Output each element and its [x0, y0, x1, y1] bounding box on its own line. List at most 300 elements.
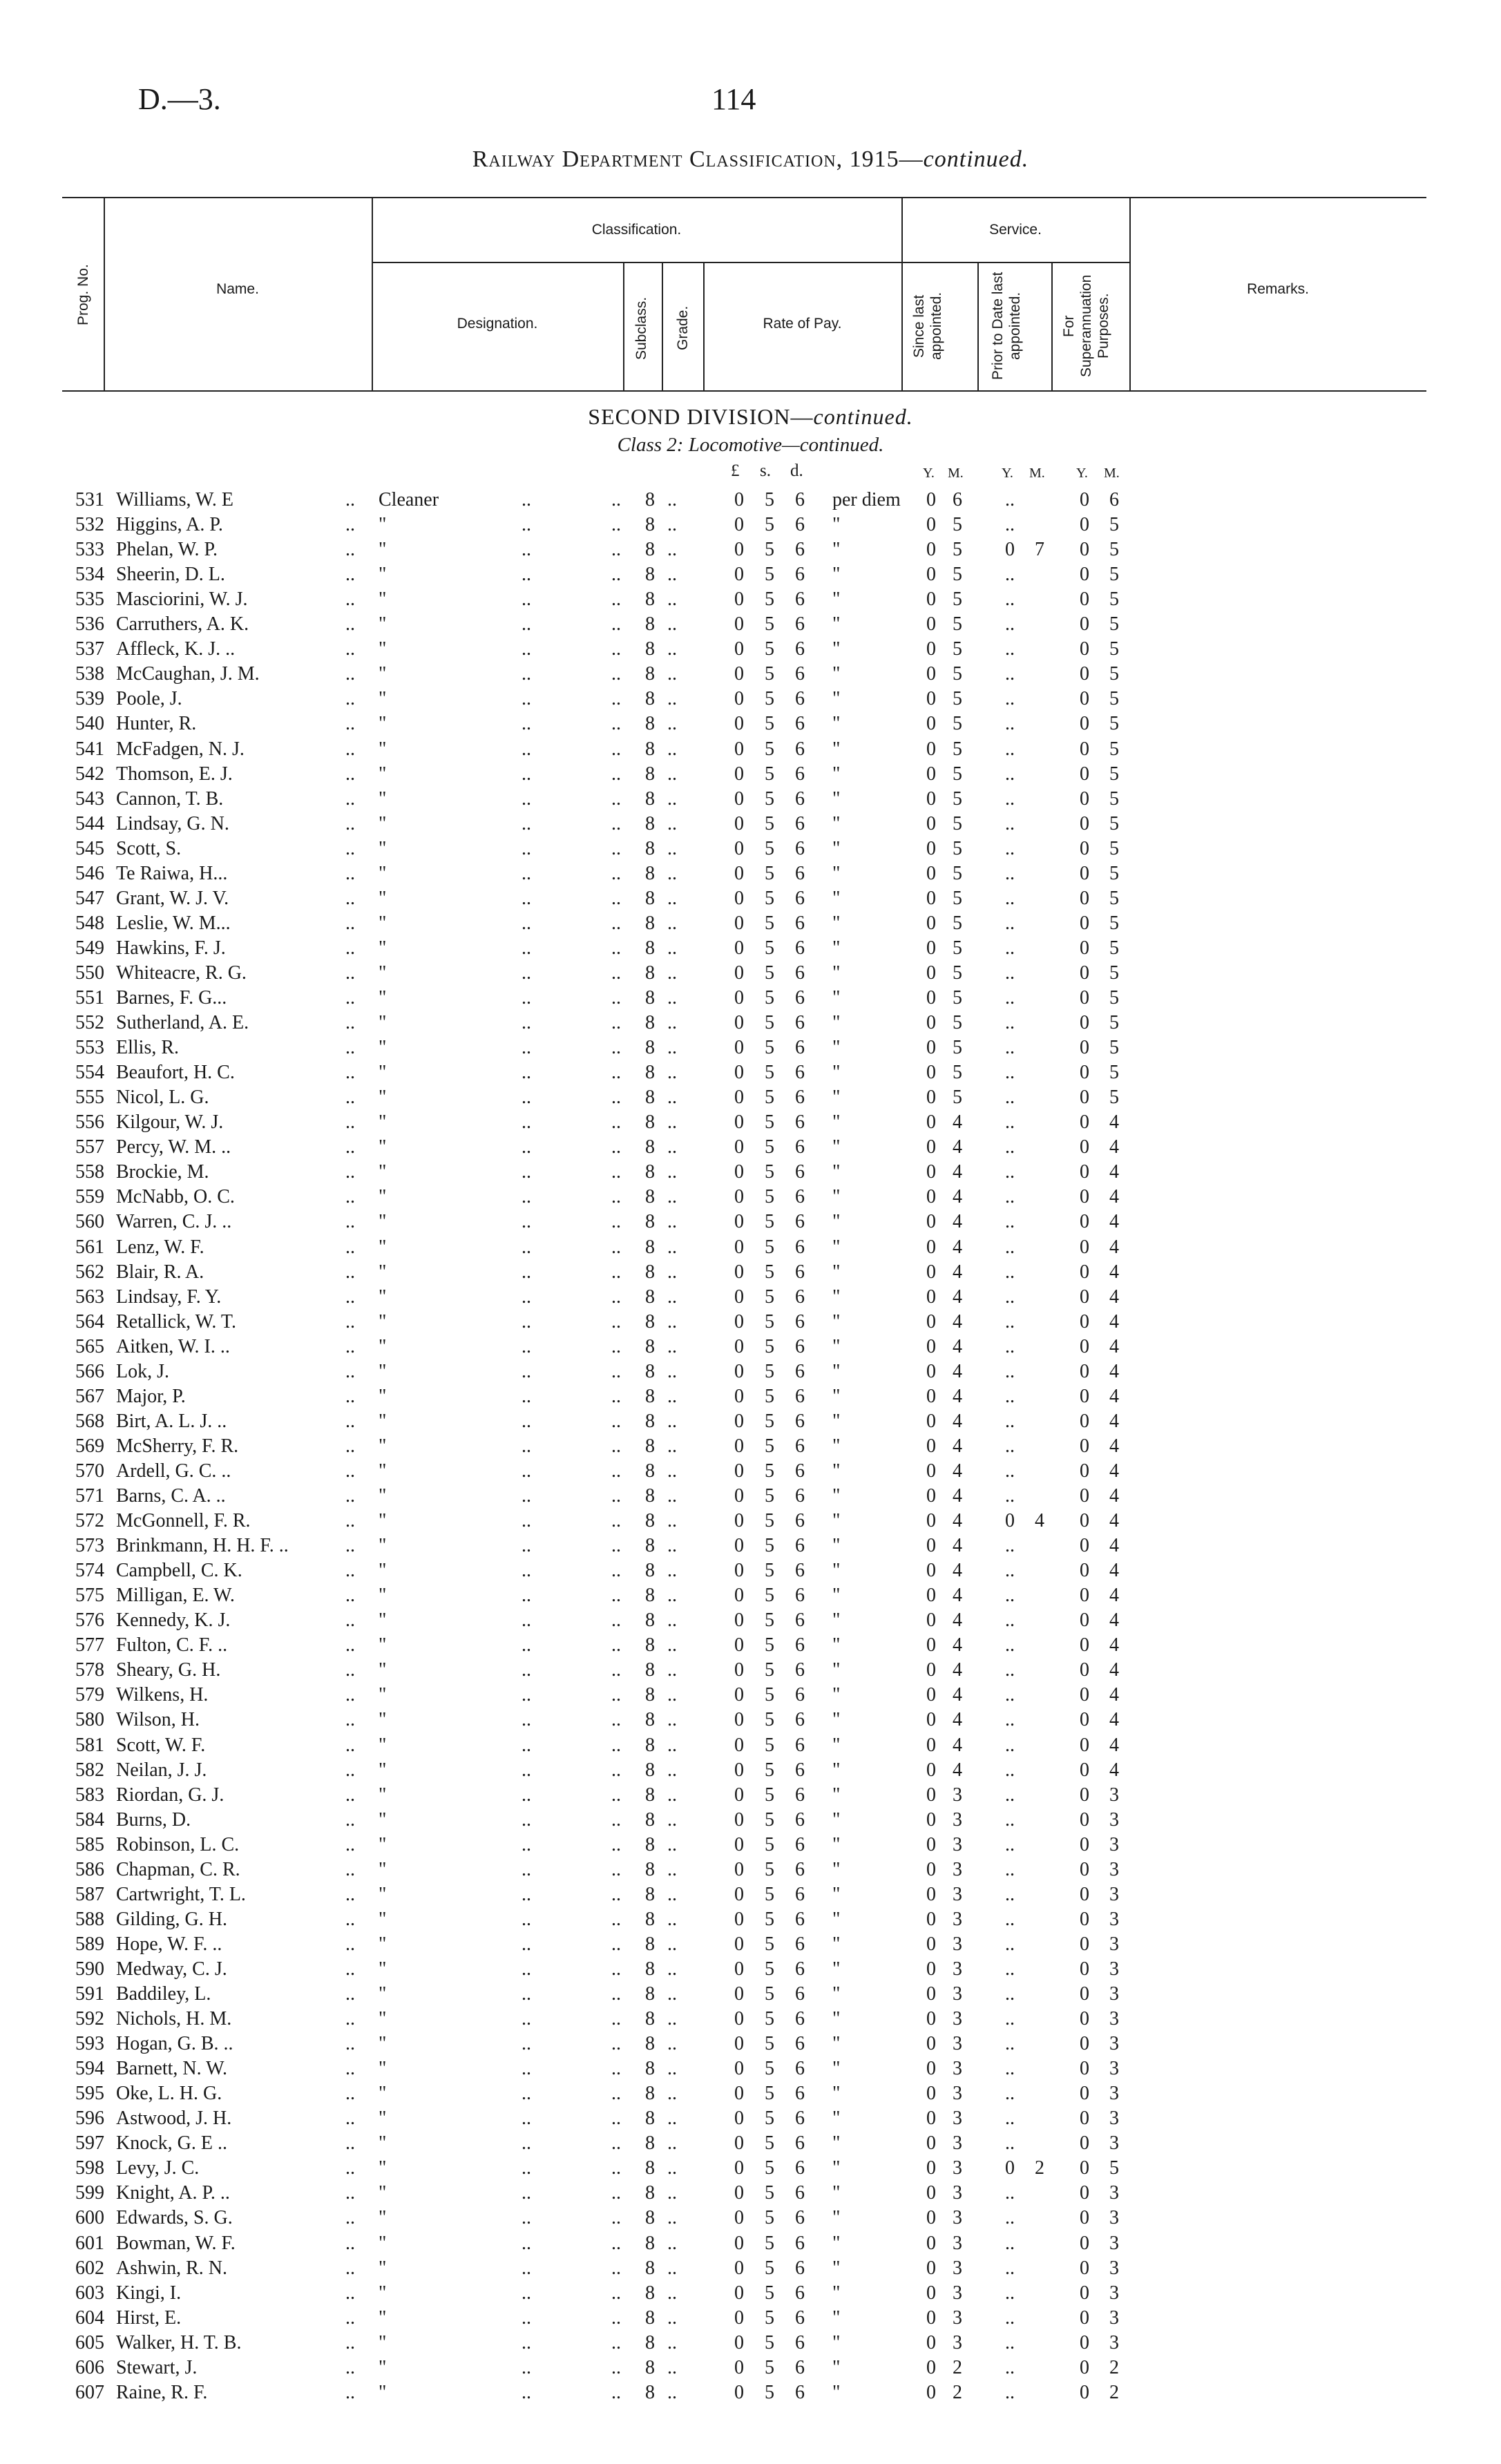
pay-shillings-cell: 5: [765, 1759, 774, 1781]
super-months-cell: 3: [1109, 1909, 1119, 1930]
subclass-cell: 8: [645, 2332, 655, 2353]
pay-shillings-cell: 5: [765, 863, 774, 884]
leader-dots: ..: [611, 1560, 621, 1581]
pay-shillings-cell: 5: [765, 1784, 774, 1806]
since-last-months-cell: 5: [953, 1087, 962, 1108]
leader-dots: ..: [611, 1361, 621, 1382]
leader-dots: ..: [345, 813, 355, 834]
since-last-years-cell: 0: [926, 962, 936, 984]
since-last-months-cell: 5: [953, 613, 962, 635]
leader-dots: ..: [611, 1336, 621, 1357]
name-cell: Edwards, S. G.: [116, 2207, 233, 2228]
leader-dots: ..: [667, 1958, 677, 1980]
pay-pounds-cell: 0: [734, 1386, 744, 1407]
pay-pounds-cell: 0: [734, 838, 744, 859]
pay-period-cell: ": [832, 1709, 841, 1730]
name-cell: Percy, W. M. ..: [116, 1136, 231, 1158]
pay-shillings-cell: 5: [765, 1983, 774, 2005]
leader-dots: ..: [667, 1485, 677, 1507]
prior-years-cell: ..: [1005, 1709, 1015, 1730]
leader-dots: ..: [522, 2058, 531, 2079]
pay-pence-cell: 6: [795, 913, 805, 934]
prior-years-cell: ..: [1005, 2132, 1015, 2154]
pay-shillings-cell: 5: [765, 1186, 774, 1207]
prior-years-cell: ..: [1005, 838, 1015, 859]
since-last-years-cell: 0: [926, 2382, 936, 2403]
prior-years-cell: ..: [1005, 763, 1015, 785]
header-grade: Grade.: [675, 305, 691, 351]
name-cell: Lindsay, G. N.: [116, 813, 229, 834]
table-row: [0, 738, 1501, 761]
leader-dots: ..: [522, 1111, 531, 1133]
since-last-months-cell: 2: [953, 2382, 962, 2403]
pay-pence-cell: 6: [795, 2083, 805, 2104]
prog-no-cell: 537: [75, 638, 104, 660]
pay-period-cell: ": [832, 1510, 841, 1531]
pay-pence-cell: 6: [795, 987, 805, 1009]
leader-dots: ..: [522, 613, 531, 635]
division-heading: [0, 404, 1501, 430]
prior-years-cell: ..: [1005, 564, 1015, 585]
super-months-cell: 5: [1109, 2157, 1119, 2179]
prog-no-cell: 531: [75, 489, 104, 510]
designation-cell: ": [379, 1909, 387, 1930]
since-last-months-cell: 4: [953, 1510, 962, 1531]
since-last-months-cell: 3: [953, 2108, 962, 2129]
prog-no-cell: 605: [75, 2332, 104, 2353]
name-cell: McFadgen, N. J.: [116, 738, 245, 760]
leader-dots: ..: [611, 1062, 621, 1083]
pay-pounds-cell: 0: [734, 2058, 744, 2079]
pay-pounds-cell: 0: [734, 1211, 744, 1232]
pay-pounds-cell: 0: [734, 1585, 744, 1606]
prog-no-cell: 606: [75, 2357, 104, 2378]
table-row: [0, 1286, 1501, 1308]
pay-pounds-cell: 0: [734, 1735, 744, 1756]
leader-dots: ..: [345, 489, 355, 510]
pay-shillings-cell: 5: [765, 1909, 774, 1930]
prior-years-cell: ..: [1005, 2257, 1015, 2279]
designation-cell: ": [379, 937, 387, 959]
leader-dots: ..: [611, 1535, 621, 1556]
pay-period-cell: ": [832, 1236, 841, 1258]
super-months-cell: 4: [1109, 1535, 1119, 1556]
leader-dots: ..: [667, 2357, 677, 2378]
leader-dots: ..: [522, 888, 531, 909]
pay-period-cell: ": [832, 539, 841, 560]
designation-cell: ": [379, 1311, 387, 1333]
leader-dots: ..: [667, 1460, 677, 1482]
designation-cell: ": [379, 1535, 387, 1556]
pay-pence-cell: 6: [795, 489, 805, 510]
table-row: [0, 1087, 1501, 1109]
pay-pence-cell: 6: [795, 539, 805, 560]
subclass-cell: 8: [645, 1111, 655, 1133]
since-last-years-cell: 0: [926, 2307, 936, 2329]
super-years-cell: 0: [1080, 1087, 1089, 1108]
since-last-years-cell: 0: [926, 1062, 936, 1083]
since-last-months-cell: 3: [953, 2182, 962, 2204]
super-years-cell: 0: [1080, 1111, 1089, 1133]
super-years-cell: 0: [1080, 1759, 1089, 1781]
pay-period-cell: ": [832, 2282, 841, 2304]
pay-period-cell: ": [832, 2182, 841, 2204]
since-last-years-cell: 0: [926, 1859, 936, 1880]
leader-dots: ..: [522, 1411, 531, 1432]
pay-pounds-cell: 0: [734, 1659, 744, 1681]
pay-pounds-cell: 0: [734, 589, 744, 610]
prog-no-cell: 547: [75, 888, 104, 909]
leader-dots: ..: [522, 589, 531, 610]
unit-years-2: Y.: [1002, 466, 1013, 481]
pay-shillings-cell: 5: [765, 589, 774, 610]
leader-dots: ..: [667, 1684, 677, 1706]
table-row: [0, 564, 1501, 586]
pay-pounds-cell: 0: [734, 1236, 744, 1258]
designation-cell: ": [379, 1361, 387, 1382]
name-cell: Hogan, G. B. ..: [116, 2033, 233, 2054]
table-row: [0, 962, 1501, 984]
super-years-cell: 0: [1080, 1933, 1089, 1955]
pay-shillings-cell: 5: [765, 1834, 774, 1855]
prior-years-cell: ..: [1005, 1460, 1015, 1482]
pay-pounds-cell: 0: [734, 1809, 744, 1831]
super-years-cell: 0: [1080, 1735, 1089, 1756]
leader-dots: ..: [667, 1386, 677, 1407]
leader-dots: ..: [345, 838, 355, 859]
designation-cell: ": [379, 1759, 387, 1781]
since-last-years-cell: 0: [926, 1634, 936, 1656]
prior-years-cell: ..: [1005, 813, 1015, 834]
super-months-cell: 3: [1109, 2257, 1119, 2279]
since-last-years-cell: 0: [926, 1485, 936, 1507]
pay-pounds-cell: 0: [734, 1535, 744, 1556]
since-last-months-cell: 3: [953, 2033, 962, 2054]
header-rate-of-pay: Rate of Pay.: [763, 316, 842, 332]
since-last-years-cell: 0: [926, 1909, 936, 1930]
leader-dots: ..: [611, 2257, 621, 2279]
super-years-cell: 0: [1080, 1012, 1089, 1033]
prog-no-cell: 598: [75, 2157, 104, 2179]
prog-no-cell: 556: [75, 1111, 104, 1133]
super-years-cell: 0: [1080, 613, 1089, 635]
subclass-cell: 8: [645, 962, 655, 984]
pay-pence-cell: 6: [795, 1435, 805, 1457]
pay-pence-cell: 6: [795, 2357, 805, 2378]
leader-dots: ..: [345, 962, 355, 984]
since-last-years-cell: 0: [926, 1809, 936, 1831]
leader-dots: ..: [345, 2257, 355, 2279]
leader-dots: ..: [345, 1610, 355, 1631]
name-cell: Hope, W. F. ..: [116, 1933, 222, 1955]
name-cell: McGonnell, F. R.: [116, 1510, 251, 1531]
since-last-months-cell: 5: [953, 813, 962, 834]
super-years-cell: 0: [1080, 937, 1089, 959]
leader-dots: ..: [667, 2132, 677, 2154]
table-row: [0, 1684, 1501, 1706]
pay-pence-cell: 6: [795, 613, 805, 635]
leader-dots: ..: [611, 1759, 621, 1781]
subclass-cell: 8: [645, 589, 655, 610]
subclass-cell: 8: [645, 813, 655, 834]
leader-dots: ..: [611, 1236, 621, 1258]
unit-years-3: Y.: [1076, 466, 1088, 481]
leader-dots: ..: [611, 1087, 621, 1108]
since-last-years-cell: 0: [926, 2233, 936, 2254]
leader-dots: ..: [611, 2282, 621, 2304]
name-cell: Gilding, G. H.: [116, 1909, 227, 1930]
table-row: [0, 1311, 1501, 1333]
super-months-cell: 4: [1109, 1186, 1119, 1207]
pay-pounds-cell: 0: [734, 763, 744, 785]
designation-cell: ": [379, 1186, 387, 1207]
pay-period-cell: ": [832, 1336, 841, 1357]
super-months-cell: 5: [1109, 539, 1119, 560]
pay-pence-cell: 6: [795, 813, 805, 834]
pay-pence-cell: 6: [795, 1111, 805, 1133]
leader-dots: ..: [611, 2058, 621, 2079]
pay-shillings-cell: 5: [765, 489, 774, 510]
leader-dots: ..: [522, 688, 531, 709]
pay-shillings-cell: 5: [765, 1435, 774, 1457]
table-row: [0, 2008, 1501, 2030]
super-months-cell: 4: [1109, 1111, 1119, 1133]
super-months-cell: 2: [1109, 2382, 1119, 2403]
designation-cell: ": [379, 863, 387, 884]
prior-years-cell: ..: [1005, 1834, 1015, 1855]
super-years-cell: 0: [1080, 514, 1089, 535]
subclass-cell: 8: [645, 838, 655, 859]
since-last-years-cell: 0: [926, 2157, 936, 2179]
prior-years-cell: ..: [1005, 1012, 1015, 1033]
pay-pence-cell: 6: [795, 2008, 805, 2030]
designation-cell: ": [379, 2008, 387, 2030]
prior-years-cell: ..: [1005, 1659, 1015, 1681]
table-row: [0, 1759, 1501, 1782]
since-last-months-cell: 4: [953, 1261, 962, 1283]
pay-shillings-cell: 5: [765, 1411, 774, 1432]
leader-dots: ..: [345, 1336, 355, 1357]
pay-period-cell: ": [832, 2332, 841, 2353]
pay-shillings-cell: 5: [765, 937, 774, 959]
leader-dots: ..: [345, 987, 355, 1009]
super-months-cell: 5: [1109, 863, 1119, 884]
table-row: [0, 638, 1501, 660]
since-last-months-cell: 5: [953, 688, 962, 709]
designation-cell: ": [379, 1037, 387, 1058]
leader-dots: ..: [667, 2108, 677, 2129]
pay-pounds-cell: 0: [734, 2207, 744, 2228]
pay-pounds-cell: 0: [734, 514, 744, 535]
pay-pounds-cell: 0: [734, 1136, 744, 1158]
pay-pence-cell: 6: [795, 738, 805, 760]
super-months-cell: 4: [1109, 1610, 1119, 1631]
leader-dots: ..: [522, 1211, 531, 1232]
pay-pence-cell: 6: [795, 962, 805, 984]
super-years-cell: 0: [1080, 688, 1089, 709]
subclass-cell: 8: [645, 1012, 655, 1033]
super-months-cell: 3: [1109, 2182, 1119, 2204]
pay-pence-cell: 6: [795, 564, 805, 585]
pay-pence-cell: 6: [795, 1386, 805, 1407]
since-last-months-cell: 4: [953, 1386, 962, 1407]
table-row: [0, 1634, 1501, 1656]
pay-period-cell: ": [832, 1460, 841, 1482]
table-row: [0, 713, 1501, 735]
pay-pence-cell: 6: [795, 713, 805, 734]
pay-shillings-cell: 5: [765, 788, 774, 810]
leader-dots: ..: [611, 514, 621, 535]
pay-pence-cell: 6: [795, 1958, 805, 1980]
pay-pounds-cell: 0: [734, 2182, 744, 2204]
name-cell: Scott, W. F.: [116, 1735, 206, 1756]
name-cell: Warren, C. J. ..: [116, 1211, 232, 1232]
leader-dots: ..: [522, 1136, 531, 1158]
subclass-cell: 8: [645, 1933, 655, 1955]
super-months-cell: 5: [1109, 589, 1119, 610]
leader-dots: ..: [345, 1037, 355, 1058]
super-years-cell: 0: [1080, 813, 1089, 834]
prog-no-cell: 604: [75, 2307, 104, 2329]
leader-dots: ..: [345, 2157, 355, 2179]
subclass-cell: 8: [645, 1610, 655, 1631]
header-subclass: Subclass.: [633, 296, 649, 360]
since-last-months-cell: 3: [953, 2083, 962, 2104]
leader-dots: ..: [522, 2108, 531, 2129]
leader-dots: ..: [345, 2233, 355, 2254]
name-cell: Wilkens, H.: [116, 1684, 209, 1706]
name-cell: Milligan, E. W.: [116, 1585, 235, 1606]
prior-years-cell: ..: [1005, 2033, 1015, 2054]
super-years-cell: 0: [1080, 2157, 1089, 2179]
prior-years-cell: ..: [1005, 1735, 1015, 1756]
name-cell: Cannon, T. B.: [116, 788, 224, 810]
pay-pounds-cell: 0: [734, 489, 744, 510]
prior-years-cell: ..: [1005, 1336, 1015, 1357]
pay-pence-cell: 6: [795, 1909, 805, 1930]
pay-pence-cell: 6: [795, 1136, 805, 1158]
super-months-cell: 3: [1109, 2332, 1119, 2353]
prog-no-cell: 546: [75, 863, 104, 884]
super-months-cell: 3: [1109, 1784, 1119, 1806]
pay-pence-cell: 6: [795, 1784, 805, 1806]
leader-dots: ..: [522, 1585, 531, 1606]
prog-no-cell: 607: [75, 2382, 104, 2403]
since-last-months-cell: 5: [953, 838, 962, 859]
super-months-cell: 5: [1109, 937, 1119, 959]
pay-shillings-cell: 5: [765, 1062, 774, 1083]
leader-dots: ..: [345, 1261, 355, 1283]
leader-dots: ..: [345, 1834, 355, 1855]
header-for-super: For Superannuation Purposes.: [1061, 274, 1111, 378]
subclass-cell: 8: [645, 1809, 655, 1831]
subclass-cell: 8: [645, 1161, 655, 1183]
super-years-cell: 0: [1080, 1884, 1089, 1905]
since-last-years-cell: 0: [926, 1161, 936, 1183]
prog-no-cell: 563: [75, 1286, 104, 1308]
leader-dots: ..: [522, 962, 531, 984]
super-months-cell: 3: [1109, 2008, 1119, 2030]
table-row: [0, 1386, 1501, 1408]
subclass-cell: 8: [645, 2008, 655, 2030]
table-row: [0, 2282, 1501, 2304]
table-row: [0, 2233, 1501, 2255]
super-months-cell: 5: [1109, 514, 1119, 535]
designation-cell: ": [379, 1560, 387, 1581]
prog-no-cell: 600: [75, 2207, 104, 2228]
designation-cell: ": [379, 1460, 387, 1482]
designation-cell: ": [379, 1336, 387, 1357]
unit-pound: £: [731, 461, 740, 480]
pay-period-cell: ": [832, 987, 841, 1009]
table-row: [0, 2157, 1501, 2179]
pay-shillings-cell: 5: [765, 1361, 774, 1382]
pay-pence-cell: 6: [795, 1311, 805, 1333]
table-row: [0, 1012, 1501, 1034]
pay-pence-cell: 6: [795, 514, 805, 535]
since-last-years-cell: 0: [926, 1386, 936, 1407]
table-row: [0, 1859, 1501, 1881]
since-last-months-cell: 3: [953, 2233, 962, 2254]
leader-dots: ..: [667, 1909, 677, 1930]
name-cell: Ardell, G. C. ..: [116, 1460, 231, 1482]
leader-dots: ..: [611, 2182, 621, 2204]
table-row: [0, 2132, 1501, 2155]
pay-period-cell: ": [832, 1684, 841, 1706]
super-years-cell: 0: [1080, 913, 1089, 934]
super-years-cell: 0: [1080, 1186, 1089, 1207]
super-months-cell: 4: [1109, 1311, 1119, 1333]
super-years-cell: 0: [1080, 2033, 1089, 2054]
super-months-cell: 4: [1109, 1485, 1119, 1507]
prog-no-cell: 579: [75, 1684, 104, 1706]
prior-years-cell: ..: [1005, 987, 1015, 1009]
pay-pence-cell: 6: [795, 2257, 805, 2279]
subclass-cell: 8: [645, 987, 655, 1009]
pay-shillings-cell: 5: [765, 2132, 774, 2154]
designation-cell: ": [379, 913, 387, 934]
table-row: [0, 1186, 1501, 1208]
super-months-cell: 4: [1109, 1735, 1119, 1756]
pay-pounds-cell: 0: [734, 1983, 744, 2005]
since-last-years-cell: 0: [926, 1236, 936, 1258]
leader-dots: ..: [522, 2182, 531, 2204]
prior-years-cell: ..: [1005, 1859, 1015, 1880]
pay-period-cell: ": [832, 2008, 841, 2030]
leader-dots: ..: [667, 638, 677, 660]
leader-dots: ..: [522, 838, 531, 859]
since-last-months-cell: 4: [953, 1535, 962, 1556]
super-months-cell: 4: [1109, 1211, 1119, 1232]
pay-period-cell: ": [832, 638, 841, 660]
super-months-cell: 3: [1109, 1933, 1119, 1955]
pay-pounds-cell: 0: [734, 1958, 744, 1980]
designation-cell: ": [379, 2182, 387, 2204]
pay-pounds-cell: 0: [734, 1784, 744, 1806]
subclass-cell: 8: [645, 1411, 655, 1432]
prior-years-cell: ..: [1005, 2332, 1015, 2353]
subclass-cell: 8: [645, 1560, 655, 1581]
leader-dots: ..: [611, 1834, 621, 1855]
super-years-cell: 0: [1080, 888, 1089, 909]
designation-cell: ": [379, 1884, 387, 1905]
designation-cell: ": [379, 1983, 387, 2005]
since-last-years-cell: 0: [926, 2357, 936, 2378]
super-years-cell: 0: [1080, 2182, 1089, 2204]
subclass-cell: 8: [645, 1735, 655, 1756]
since-last-years-cell: 0: [926, 1435, 936, 1457]
pay-pence-cell: 6: [795, 2033, 805, 2054]
